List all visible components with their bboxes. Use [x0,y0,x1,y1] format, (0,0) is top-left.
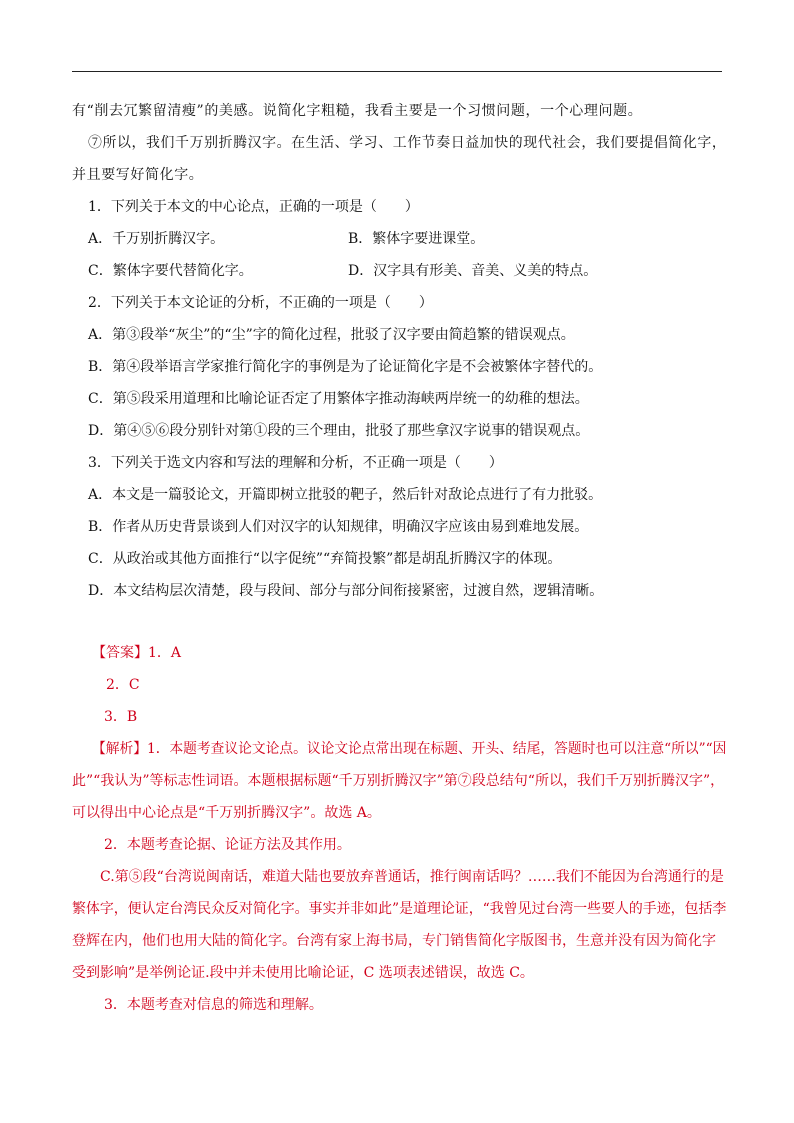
analysis-4: 3．本题考查对信息的筛选和理解。 [104,997,323,1013]
analysis-3-line-2: 繁体字，便认定台湾民众反对简化字。事实并非如此”是道理论证，“我曾见过台湾一些要人的手迹，包括李 [72,901,727,917]
q3-stem: 3．下列关于选文内容和写法的理解和分析，不正确一项是（ ） [88,455,503,471]
q1-option-c: C．繁体字要代替简化字。 [88,263,253,279]
answer-1: 【答案】1．A [92,645,182,661]
q1-option-b: B．繁体字要进课堂。 [348,231,485,247]
q2-option-b: B．第④段举语言学家推行简化字的事例是为了论证简化字是不会被繁体字替代的。 [88,359,603,375]
answer-3: 3．B [104,709,138,725]
passage-line-1: 有“削去冗繁留清瘦”的美感。说简化字粗糙，我看主要是一个习惯问题，一个心理问题。 [72,103,643,119]
analysis-3-line-3: 登辉在内，他们也用大陆的简化字。台湾有家上海书局，专门销售简化字版图书，生意并没有因为简化字 [72,933,716,949]
q2-option-d: D．第④⑤⑥段分别针对第①段的三个理由，批驳了那些拿汉字说事的错误观点。 [88,423,590,439]
q1-option-d: D．汉字具有形美、音美、义美的特点。 [348,263,598,279]
q2-option-c: C．第⑤段采用道理和比喻论证否定了用繁体字推动海峡两岸统一的幼稚的想法。 [88,391,589,407]
analysis-1-line-3: 可以得出中心论点是“千万别折腾汉字”。故选 A。 [72,805,381,821]
header-rule [72,71,722,72]
q3-option-a: A．本文是一篇驳论文，开篇即树立批驳的靶子，然后针对敌论点进行了有力批驳。 [88,487,603,503]
passage-line-2: ⑦所以，我们千万别折腾汉字。在生活、学习、工作节奏日益加快的现代社会，我们要提倡简化字， [88,135,727,151]
analysis-1-line-1: 【解析】1．本题考查议论文论点。议论文论点常出现在标题、开头、结尾，答题时也可以注意“所以”“因 [92,741,727,757]
analysis-2: 2．本题考查论据、论证方法及其作用。 [104,837,351,853]
q3-option-b: B．作者从历史背景谈到人们对汉字的认知规律，明确汉字应该由易到难地发展。 [88,519,589,535]
analysis-3-line-1: C.第⑤段“台湾说闽南话，难道大陆也要放弃普通话，推行闽南话吗？……我们不能因为台湾通行的是 [100,869,724,885]
analysis-3-line-4: 受到影响”是举例论证.段中并未使用比喻论证，C 选项表述错误，故选 C。 [72,965,534,981]
q2-stem: 2．下列关于本文论证的分析，不正确的一项是（ ） [88,295,433,311]
q2-option-a: A．第③段举“灰尘”的“尘”字的简化过程，批驳了汉字要由简趋繁的错误观点。 [88,327,575,343]
q1-stem: 1．下列关于本文的中心论点，正确的一项是（ ） [88,199,419,215]
analysis-1-line-2: 此”“我认为”等标志性词语。本题根据标题“千万别折腾汉字”第⑦段总结句“所以，我们千万别折腾汉字”， [72,773,725,789]
q3-option-c: C．从政治或其他方面推行“以字促统”“弃简投繁”都是胡乱折腾汉字的体现。 [88,551,562,567]
passage-line-3: 并且要写好简化字。 [72,167,204,183]
q1-option-a: A．千万别折腾汉字。 [88,231,225,247]
q3-option-d: D．本文结构层次清楚，段与段间、部分与部分间衔接紧密，过渡自然，逻辑清晰。 [88,583,604,599]
answer-2: 2．C [106,677,140,693]
